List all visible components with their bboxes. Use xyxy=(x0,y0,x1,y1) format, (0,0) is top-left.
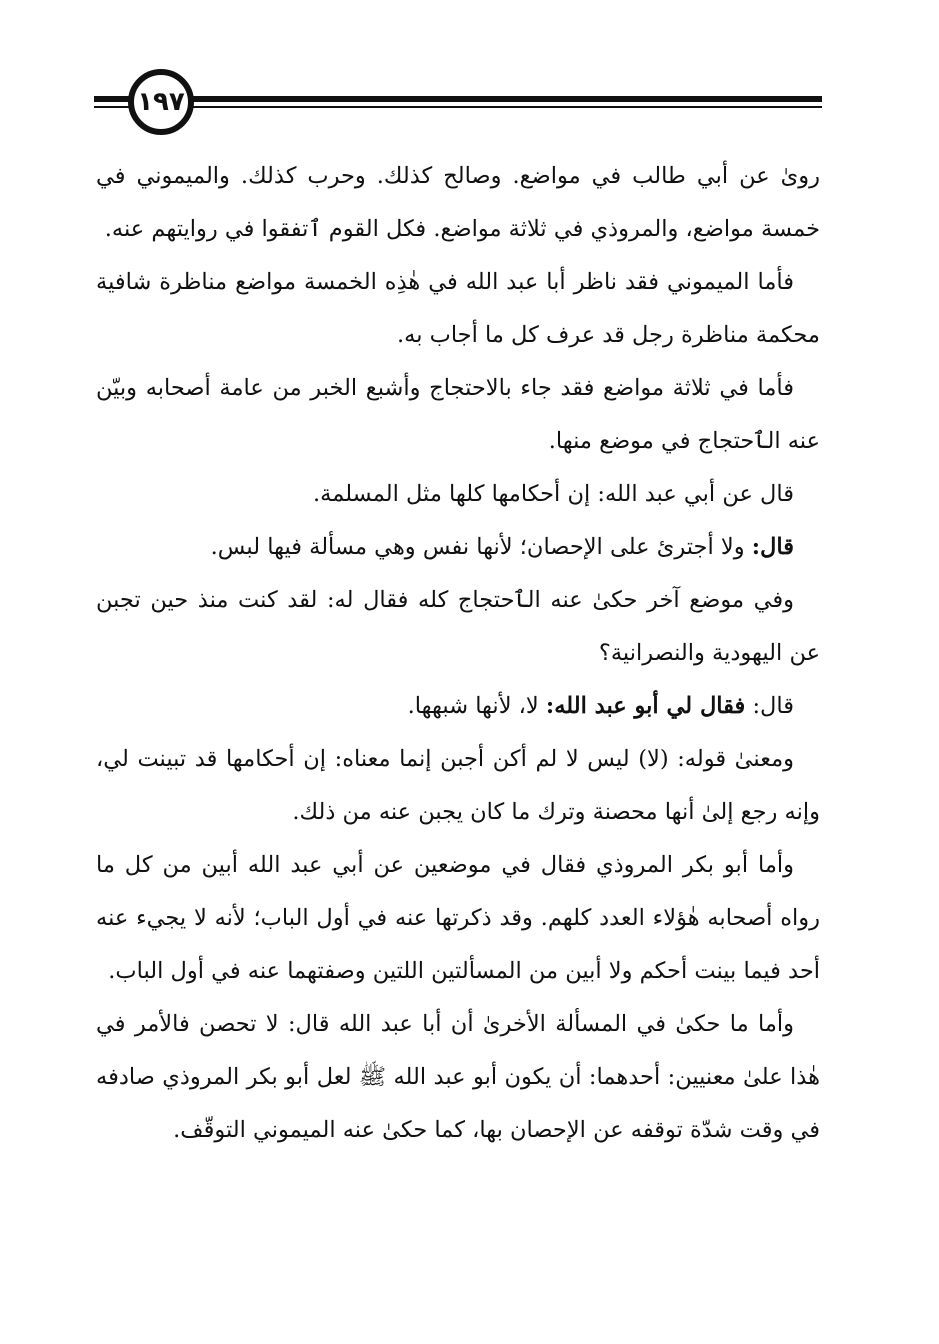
header-rule-thick xyxy=(94,96,822,102)
paragraph-7-text: لا، لأنها شبهها. xyxy=(407,693,546,719)
paragraph-2: فأما الميموني فقد ناظر أبا عبد الله في هٰذِه الخمسة مواضع مناظرة شافية محكمة مناظرة رجل قد عرف كل ما أجاب به. xyxy=(96,269,820,348)
page-number: ١٩٧ xyxy=(128,69,194,135)
paragraph-7-lead: قال: xyxy=(745,693,794,719)
paragraph-6: وفي موضع آخر حكیٰ عنه الٱحتجاج كله فقال له: لقد كنت منذ حين تجبن عن اليهودية والنصرانية؟ xyxy=(96,587,820,666)
paragraph-7-bold: فقال لي أبو عبد الله: xyxy=(545,693,746,719)
paragraph-9: وأما أبو بكر المروذي فقال في موضعين عن أبي عبد الله أبين من كل ما رواه أصحابه هٰؤلاء العدد كلهم. وقد ذكرتها عنه في أول الباب؛ لأنه لا يجيء عنه أحد فيما بينت أحكم ولا أبين من المسألتين اللتين وصفتهما عنه في أول الباب. xyxy=(96,852,820,984)
paragraph-1: رویٰ عن أبي طالب في مواضع. وصالح كذلك. وحرب كذلك. والميموني في خمسة مواضع، والمروذي في ثلاثة مواضع. فكل القوم ٱتفقوا في روايتهم عنه. xyxy=(96,163,820,242)
paragraph-5-text: ولا أجترئ على الإحصان؛ لأنها نفس وهي مسألة فيها لبس. xyxy=(210,534,752,560)
paragraph-7 xyxy=(96,680,820,733)
paragraph-10: وأما ما حكیٰ في المسألة الأخریٰ أن أبا عبد الله قال: لا تحصن فالأمر في هٰذا علیٰ معنيين: أحدهما: أن يكون أبو عبد الله ﷺ لعل أبو بكر المروذي صادفه في وقت شدّة توقفه عن الإحصان بها، كما حكیٰ عنه الميموني التوقّف. xyxy=(96,1011,820,1143)
paragraph-3: فأما في ثلاثة مواضع فقد جاء بالاحتجاج وأشبع الخبر من عامة أصحابه وبيّن عنه الٱحتجاج في موضع منها. xyxy=(96,375,820,454)
paragraph-4: قال عن أبي عبد الله: إن أحكامها كلها مثل المسلمة. xyxy=(313,481,794,507)
page-header xyxy=(94,64,822,144)
paragraph-8: ومعنیٰ قوله: (لا) ليس لا لم أكن أجبن إنما معناه: إن أحكامها قد تبينت لي، وإنه رجع إلیٰ أنها محصنة وترك ما كان يجبن عنه من ذلك. xyxy=(96,746,820,825)
page-body xyxy=(96,150,820,1157)
header-rule-thin xyxy=(94,106,822,108)
paragraph-5 xyxy=(96,521,820,574)
paragraph-5-lead: قال: xyxy=(751,534,794,560)
